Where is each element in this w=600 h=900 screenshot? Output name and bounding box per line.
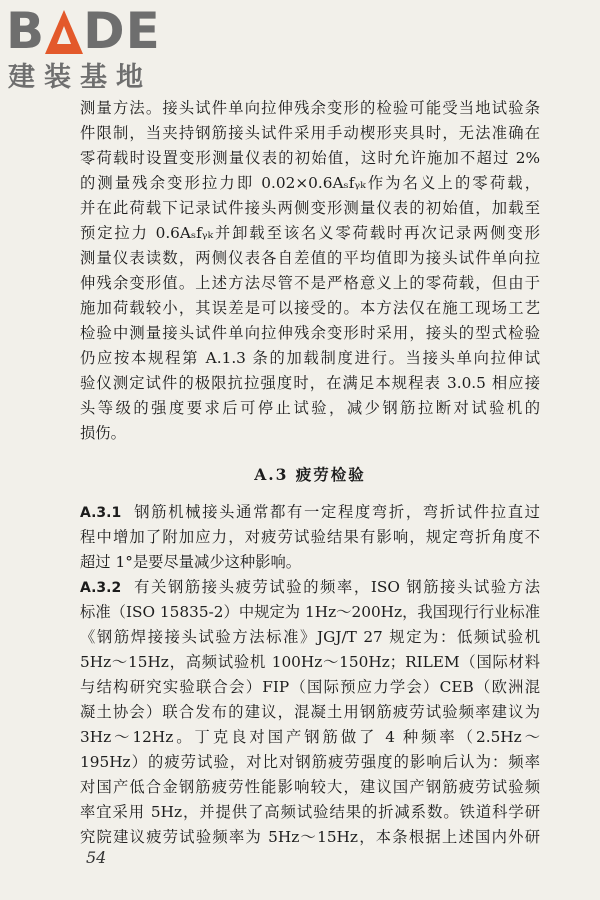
logo-letter-a [45,4,83,58]
text-line: 195Hz）的疲劳试验，对比对钢筋疲劳强度的影响后认为：频率 [80,753,540,771]
text-line: 并在此荷载下记录试件接头两侧变形测量仪表的初始值，加载至 [80,199,540,217]
logo-letters-pre: B [6,2,46,60]
clause-text: 钢筋机械接头通常都有一定程度弯折，弯折试件拉直过 [134,503,540,521]
text-line: 零荷载时设置变形测量仪表的初始值，这时允许施加不超过 2% [80,149,540,167]
text-line: 究院建议疲劳试验频率为 5Hz～15Hz，本条根据上述国内外研 [80,828,540,846]
text-line: 损伤。 [80,424,126,442]
text-line: 头等级的强度要求后可停止试验，减少钢筋拉断对试验机的 [80,399,540,417]
body-text [80,96,540,850]
section-heading: A.3 疲劳检验 [254,465,366,484]
text-line [80,575,540,600]
text-line: 测量方法。接头试件单向拉伸残余变形的检验可能受当地试验条 [80,99,540,117]
text-line: 仍应按本规程第 A.1.3 条的加载制度进行。当接头单向拉伸试 [80,349,540,367]
clause-text: 有关钢筋接头疲劳试验的频率，ISO 钢筋接头试验方法 [134,578,540,596]
text-line: 程中增加了附加应力，对疲劳试验结果有影响，规定弯折角度不 [80,528,540,546]
clause-number: A.3.1 [80,505,122,521]
text-line: 凝土协会）联合发布的建议，混凝土用钢筋疲劳试验频率建议为 [80,703,540,721]
text-line: 与结构研究实验联合会）FIP（国际预应力学会）CEB（欧洲混 [80,678,540,696]
text-line: 检验中测量接头试件单向拉伸残余变形时采用，接头的型式检验 [80,324,540,342]
text-line: 验仪测定试件的极限抗拉强度时，在满足本规程表 3.0.5 相应接 [80,374,540,392]
logo-subtitle: 建装基地 [8,62,152,93]
text-line: 对国产低合金钢筋疲劳性能影响较大，建议国产钢筋疲劳试验频 [80,778,540,796]
text-line: 超过 1°是要尽量减少这种影响。 [80,553,302,571]
text-line: 的测量残余变形拉力即 0.02×0.6Aₛfᵧₖ作为名义上的零荷载， [80,174,540,192]
text-line: 施加荷载较小，其误差是可以接受的。本方法仅在施工现场工艺 [80,299,540,317]
bade-watermark-logo [6,4,176,96]
clause-number: A.3.2 [80,580,122,596]
continued-paragraph [80,96,540,446]
text-line: 3Hz～12Hz。丁克良对国产钢筋做了 4 种频率（2.5Hz～ [80,728,540,746]
text-line: 测量仪表读数，两侧仪表各自差值的平均值即为接头试件单向拉 [80,249,540,267]
text-line: 5Hz～15Hz，高频试验机 100Hz～150Hz；RILEM（国际材料 [80,653,540,671]
text-line: 预定拉力 0.6Aₛfᵧₖ并卸载至该名义零荷载时再次记录两侧变形 [80,224,540,242]
text-line [80,500,540,525]
text-line: 标准（ISO 15835-2）中规定为 1Hz～200Hz，我国现行行业标准 [80,603,540,621]
clause-a-3-1 [80,500,540,575]
logo-letters-post: DE [83,2,161,60]
text-line: 《钢筋焊接接头试验方法标准》JGJ/T 27 规定为：低频试验机 [80,628,540,646]
logo-wordmark [6,4,176,58]
text-line: 率宜采用 5Hz，并提供了高频试验结果的折减系数。铁道科学研 [80,803,540,821]
text-line: 件限制，当夹持钢筋接头试件采用手动楔形夹具时，无法准确在 [80,124,540,142]
clause-a-3-2 [80,575,540,850]
logo-a-triangle-icon [45,10,83,54]
page-number: 54 [86,848,107,867]
text-line: 伸残余变形值。上述方法尽管不是严格意义上的零荷载，但由于 [80,274,540,292]
